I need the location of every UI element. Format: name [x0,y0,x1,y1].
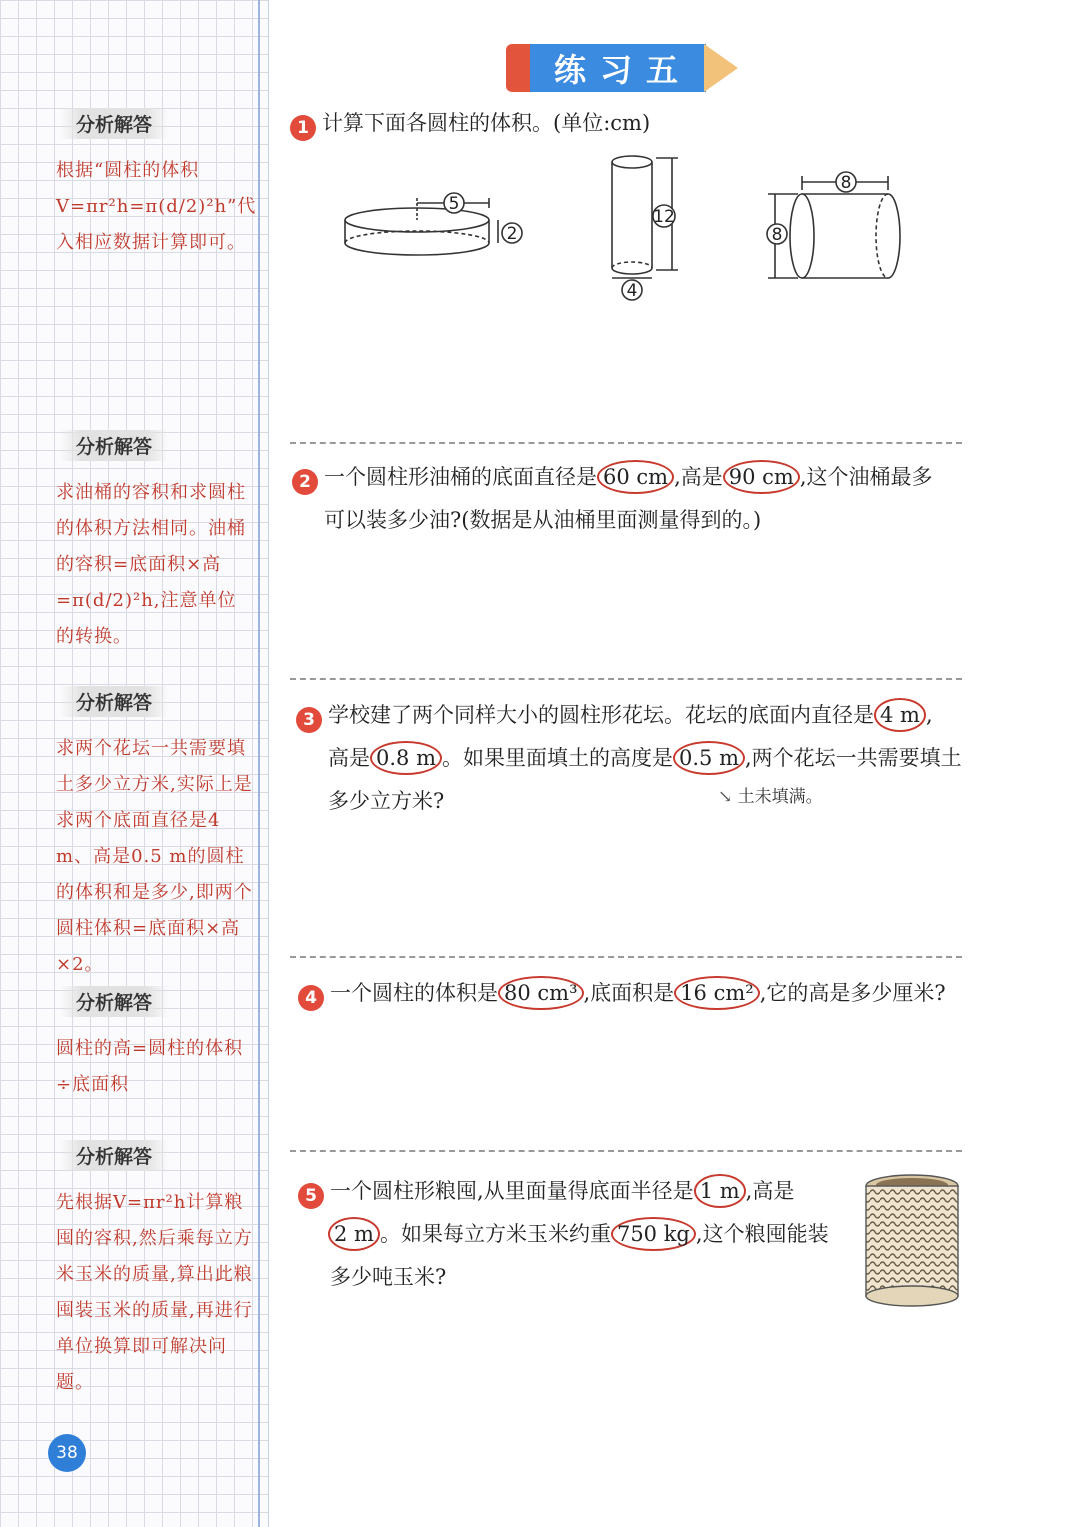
question-text: ,这个粮囤能装 [695,1222,829,1246]
circled-value: 1 m [694,1174,746,1208]
circled-value: 4 m [874,698,926,732]
question-3 [296,694,976,823]
circled-value: 90 cm [723,460,800,494]
circled-value: 80 cm³ [498,976,584,1010]
section-divider [290,678,962,680]
analysis-text: 圆柱的高=圆柱的体积÷底面积 [56,1038,244,1095]
annotation-note [718,782,823,807]
question-text: 高是 [328,746,370,770]
sidebar-divider-secondary [268,0,269,1527]
question-number: 1 [290,115,316,141]
analysis-heading: 分析解答 [60,1140,168,1171]
question-text: 一个圆柱形粮囤,从里面量得底面半径是 [330,1179,694,1203]
question-text: 一个圆柱的体积是 [330,981,498,1005]
fig3-diameter-label: 8 [771,225,783,245]
circled-value: 0.8 m [370,741,442,775]
section-divider [290,956,962,958]
section-divider [290,442,962,444]
circled-value: 16 cm² [674,976,760,1010]
question-text-line2: 可以装多少油?(数据是从油桶里面测量得到的。) [324,508,762,532]
question-text: 多少立方米? [328,789,445,813]
circled-value: 0.5 m [673,741,745,775]
question-text: ,高是 [674,465,723,489]
horizontal-cylinder-figure [767,172,900,278]
question-number: 4 [298,985,324,1011]
cylinder-figures [330,150,930,310]
tall-cylinder-figure [612,156,678,300]
page-number: 38 [48,1434,86,1472]
analysis-heading: 分析解答 [60,108,168,139]
question-text: 一个圆柱形油桶的底面直径是 [324,465,597,489]
analysis-note-4 [56,986,254,1103]
question-4 [298,972,978,1015]
fig1-diameter-label: 5 [448,194,460,214]
circled-value: 60 cm [597,460,674,494]
analysis-heading: 分析解答 [60,430,168,461]
analysis-text: 求两个花坛一共需要填土多少立方米,实际上是求两个底面直径是4 m、高是0.5 m的圆柱的体积和是多少,即两个圆柱体积=底面积×高×2。 [56,738,253,975]
analysis-text: 先根据V=πr²h计算粮囤的容积,然后乘每立方米玉米的质量,算出此粮囤装玉米的质量,再进行单位换算即可解决问题。 [56,1192,253,1393]
analysis-text: 根据“圆柱的体积V=πr²h=π(d/2)²h”代入相应数据计算即可。 [56,160,257,253]
analysis-note-1 [56,108,257,261]
fig3-length-label: 8 [840,173,852,193]
question-text: 。如果每立方米玉米约重 [379,1222,611,1246]
circled-value: 750 kg [611,1217,696,1251]
question-5 [298,1170,858,1299]
question-text: ,两个花坛一共需要填土 [745,746,962,770]
fig1-height-label: 2 [506,224,518,244]
question-text: 学校建了两个同样大小的圆柱形花坛。花坛的底面内直径是 [328,703,874,727]
question-text: 。如果里面填土的高度是 [442,746,673,770]
question-text: 多少吨玉米? [330,1265,447,1289]
question-text: , [925,703,933,727]
analysis-heading: 分析解答 [60,686,168,717]
sidebar-divider [258,0,260,1527]
arrow-icon: ↘ [718,787,733,807]
pencil-tip-icon [704,44,738,92]
question-text: ,它的高是多少厘米? [759,981,946,1005]
fig2-height-label: 12 [653,207,675,227]
page-title: 练习五 [530,44,706,92]
flat-cylinder-figure [345,193,522,255]
question-text: ,这个油桶最多 [799,465,933,489]
annotation-text: 土未填满。 [737,787,823,807]
question-text: ,高是 [745,1179,795,1203]
section-divider [290,1150,962,1152]
grain-bin-illustration [860,1172,964,1310]
fig2-diameter-label: 4 [626,281,638,301]
question-1 [290,102,650,145]
question-number: 5 [298,1183,324,1209]
page-title-banner [506,44,736,92]
analysis-note-3 [56,686,254,983]
question-number: 2 [292,469,318,495]
analysis-note-2 [56,430,254,655]
analysis-text: 求油桶的容积和求圆柱的体积方法相同。油桶的容积=底面积×高=π(d/2)²h,注意单位的转换。 [56,482,246,647]
circled-value: 2 m [328,1217,380,1251]
question-text: 计算下面各圆柱的体积。(单位:cm) [322,111,651,135]
question-text: ,底面积是 [583,981,675,1005]
analysis-heading: 分析解答 [60,986,168,1017]
analysis-note-5 [56,1140,254,1401]
question-2 [292,456,972,542]
question-number: 3 [296,707,322,733]
